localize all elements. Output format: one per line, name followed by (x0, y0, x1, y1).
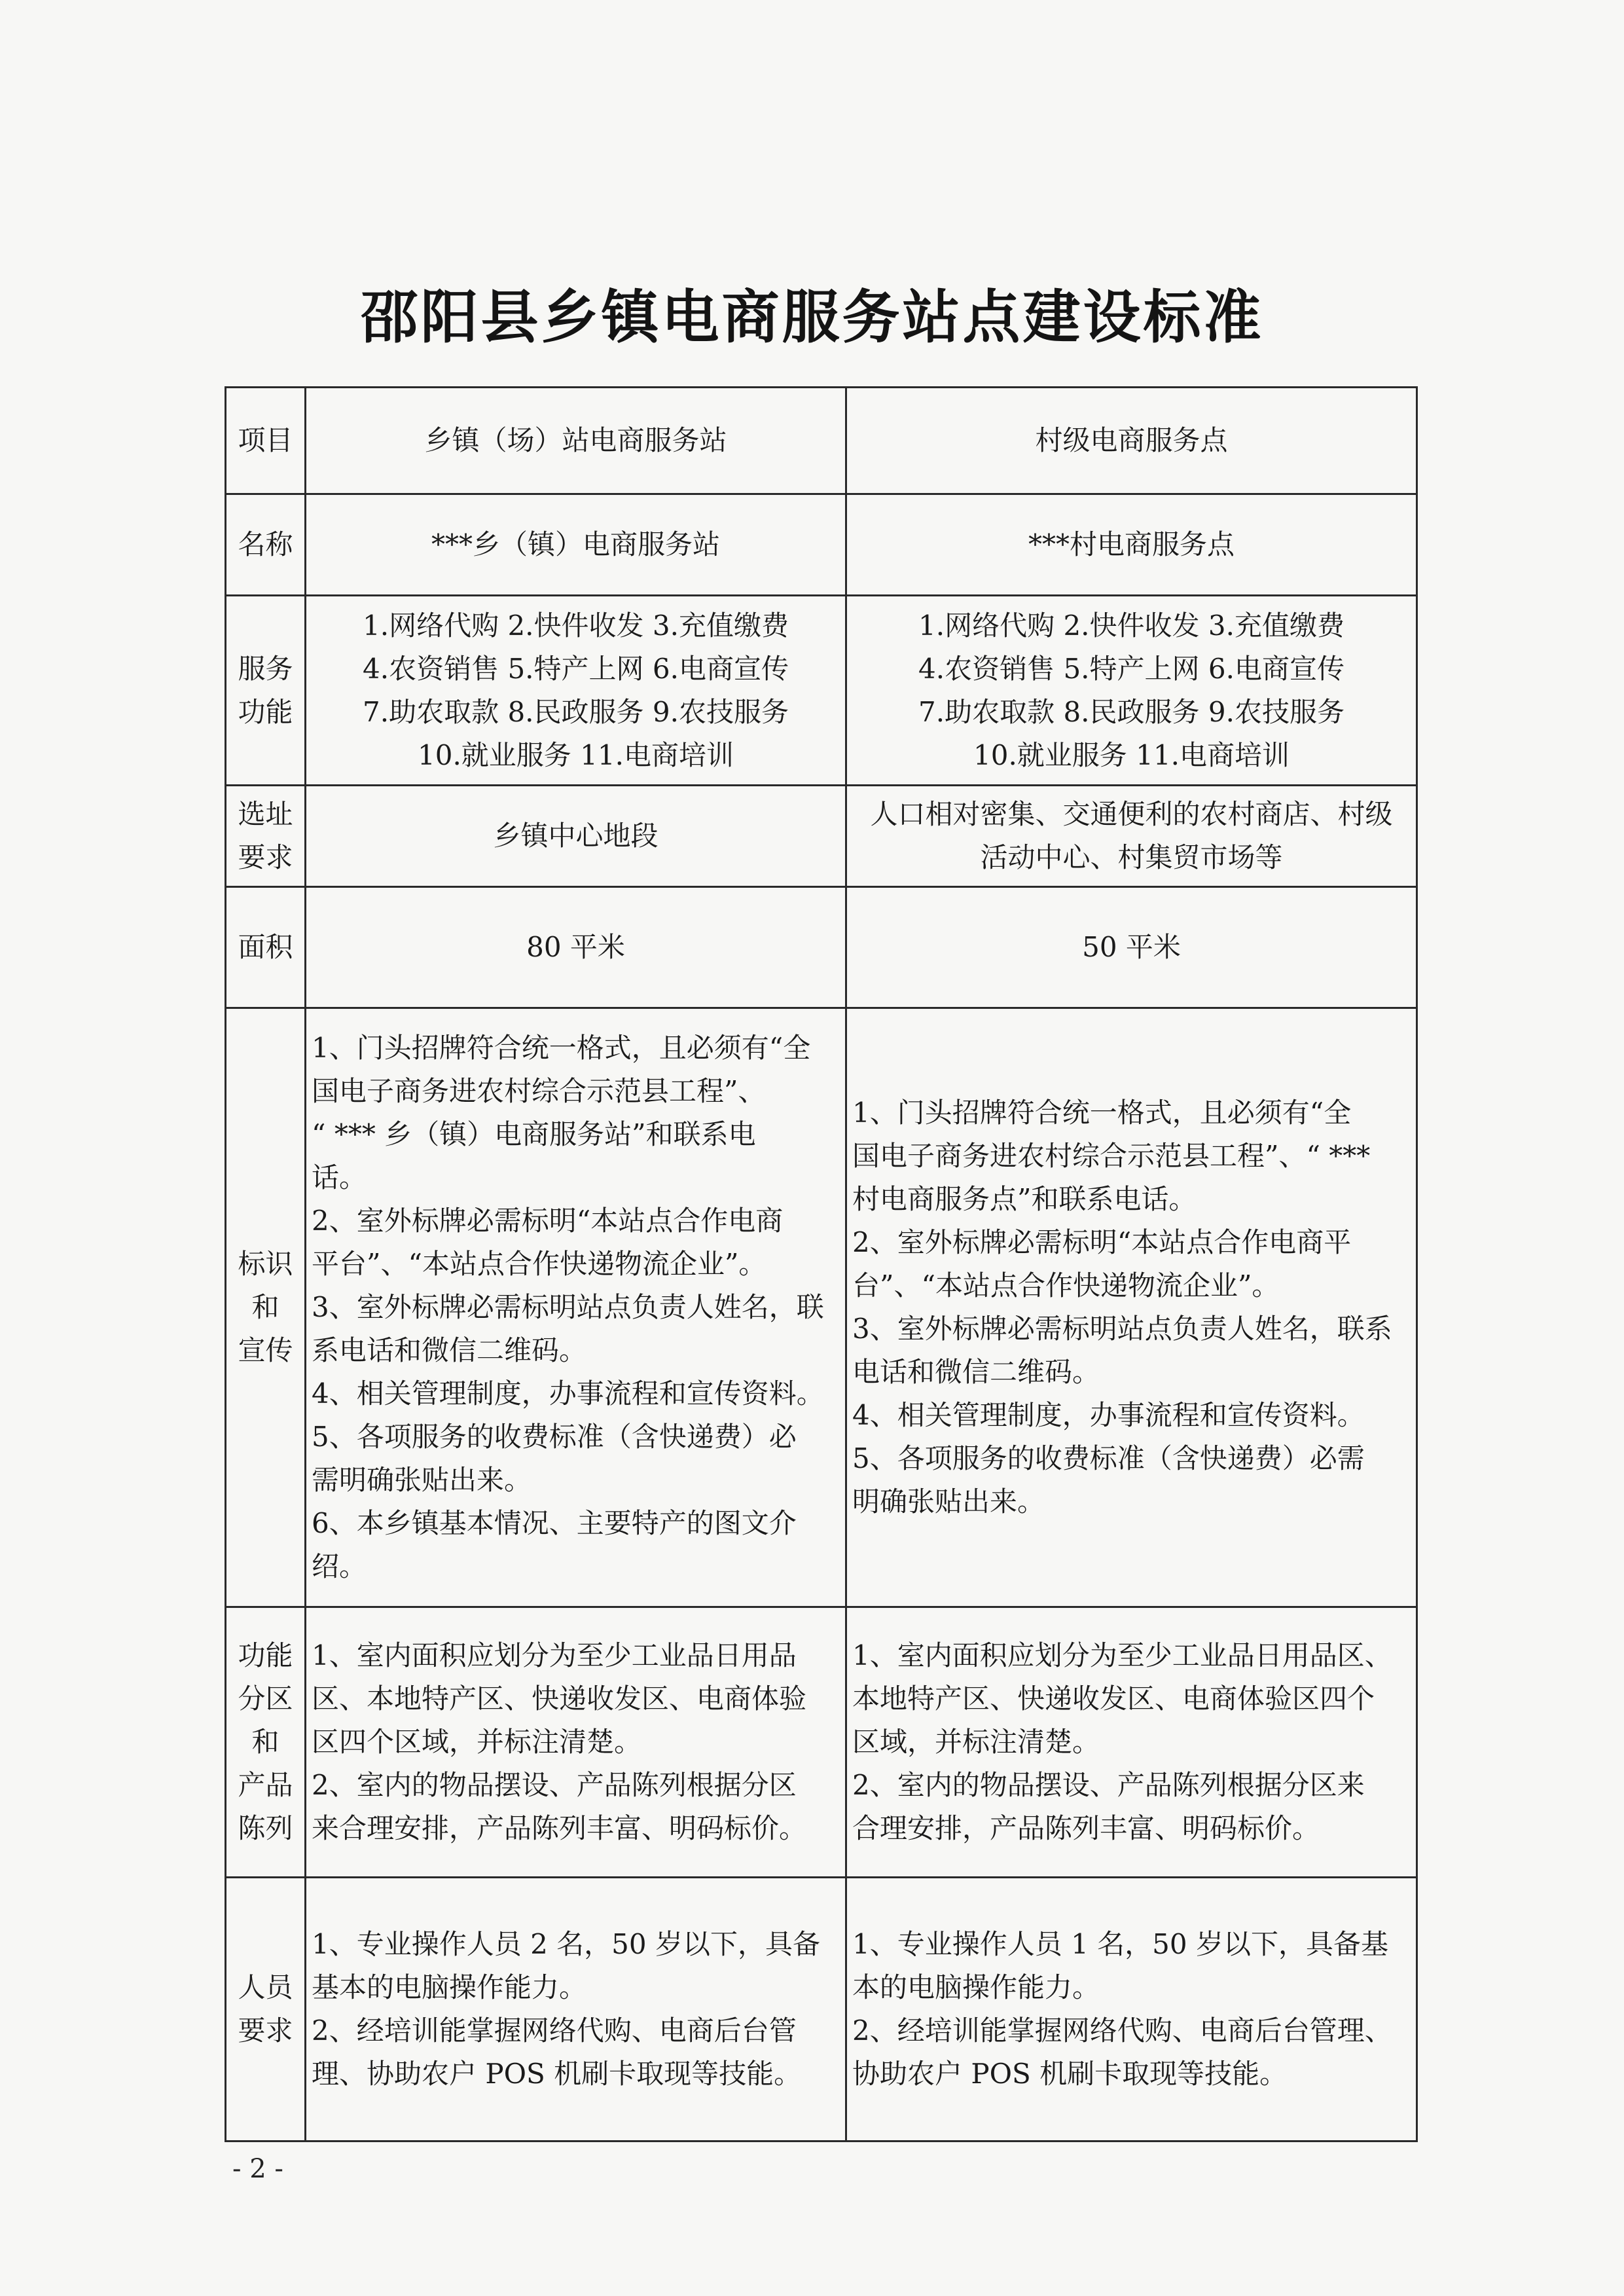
zoning-village: 1、室内面积应划分为至少工业品日用品区、 本地特产区、快递收发区、电商体验区四个 区域，并标注清楚。 2、室内的物品摆设、产品陈列根据分区来 合理安排，产品陈列丰富、明码标价。 (846, 1607, 1417, 1878)
functions-village: 1.网络代购 2.快件收发 3.充值缴费 4.农资销售 5.特产上网 6.电商宣传 7.助农取款 8.民政服务 9.农技服务 10.就业服务 11.电商培训 (846, 596, 1417, 786)
signage-town: 1、门头招牌符合统一格式，且必须有“全 国电子商务进农村综合示范县工程”、 “ *** 乡（镇）电商服务站”和联系电 话。 2、室外标牌必需标明“本站点合作电商 平台”、“本站点合作快递物流企业”。 3、室外标牌必需标明站点负责人姓名，联 系电话和微信二维码。 4、相关管理制度，办事流程和宣传资料。 5、各项服务的收费标准（含快递费）必 需明确张贴出来。 6、本乡镇基本情况、主要特产的图文介 绍。 (306, 1008, 846, 1607)
signage-row (226, 1008, 1417, 1607)
staff-town: 1、专业操作人员 2 名，50 岁以下，具备 基本的电脑操作能力。 2、经培训能掌握网络代购、电商后台管 理、协助农户 POS 机刷卡取现等技能。 (306, 1878, 846, 2141)
area-row (226, 887, 1417, 1008)
zoning-town: 1、室内面积应划分为至少工业品日用品 区、本地特产区、快递收发区、电商体验 区四个区域，并标注清楚。 2、室内的物品摆设、产品陈列根据分区 来合理安排，产品陈列丰富、明码标价。 (306, 1607, 846, 1878)
functions-label: 服务 功能 (226, 596, 306, 786)
signage-label: 标识 和 宣传 (226, 1008, 306, 1607)
name-town: ***乡（镇）电商服务站 (306, 494, 846, 596)
area-town: 80 平米 (306, 887, 846, 1008)
site-label: 选址 要求 (226, 786, 306, 887)
site-row (226, 786, 1417, 887)
header-label: 项目 (226, 388, 306, 494)
name-row (226, 494, 1417, 596)
page-number: - 2 - (232, 2154, 283, 2184)
name-label: 名称 (226, 494, 306, 596)
staff-row (226, 1878, 1417, 2141)
area-label: 面积 (226, 887, 306, 1008)
zoning-label: 功能 分区 和 产品 陈列 (226, 1607, 306, 1878)
header-row (226, 388, 1417, 494)
functions-town: 1.网络代购 2.快件收发 3.充值缴费 4.农资销售 5.特产上网 6.电商宣传 7.助农取款 8.民政服务 9.农技服务 10.就业服务 11.电商培训 (306, 596, 846, 786)
name-village: ***村电商服务点 (846, 494, 1417, 596)
header-town: 乡镇（场）站电商服务站 (306, 388, 846, 494)
standards-table (225, 386, 1418, 2142)
site-village: 人口相对密集、交通便利的农村商店、村级 活动中心、村集贸市场等 (846, 786, 1417, 887)
signage-village: 1、门头招牌符合统一格式，且必须有“全 国电子商务进农村综合示范县工程”、“ *** 村电商服务点”和联系电话。 2、室外标牌必需标明“本站点合作电商平 台”、“本站点合作快递物流企业”。 3、室外标牌必需标明站点负责人姓名，联系 电话和微信二维码。 4、相关管理制度，办事流程和宣传资料。 5、各项服务的收费标准（含快递费）必需 明确张贴出来。 (846, 1008, 1417, 1607)
functions-row (226, 596, 1417, 786)
staff-village: 1、专业操作人员 1 名，50 岁以下，具备基 本的电脑操作能力。 2、经培训能掌握网络代购、电商后台管理、 协助农户 POS 机刷卡取现等技能。 (846, 1878, 1417, 2141)
site-town: 乡镇中心地段 (306, 786, 846, 887)
document-title: 邵阳县乡镇电商服务站点建设标准 (360, 283, 1264, 351)
area-village: 50 平米 (846, 887, 1417, 1008)
header-village: 村级电商服务点 (846, 388, 1417, 494)
zoning-row (226, 1607, 1417, 1878)
staff-label: 人员 要求 (226, 1878, 306, 2141)
